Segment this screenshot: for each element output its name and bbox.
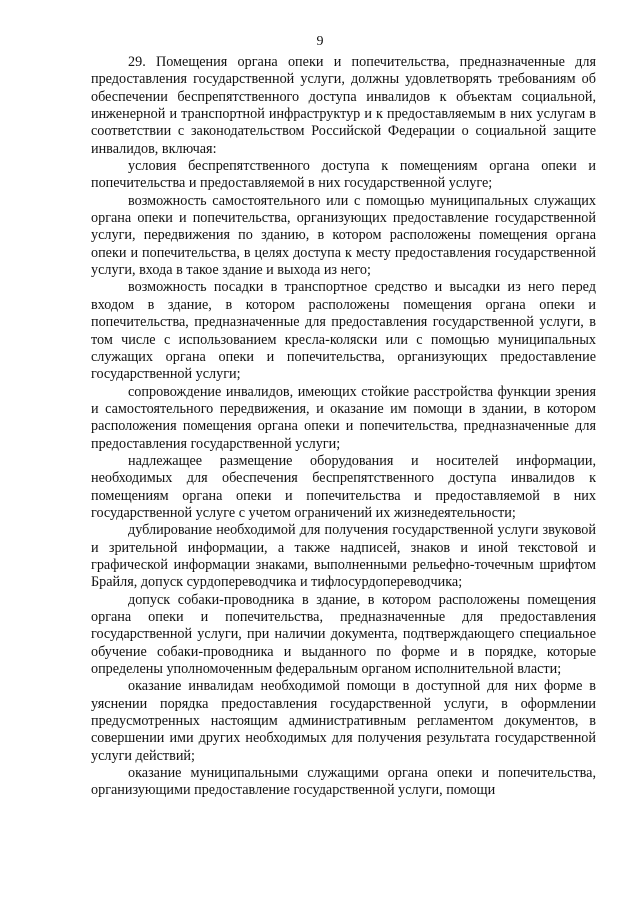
document-body	[91, 54, 596, 800]
paragraph-braille-duplication: дублирование необходимой для получения государственной услуги звуковой и зрительной информации, а также надписей, знаков и иной текстовой и графической информации знаками, выполненными рельефно-точечным шрифтом Брайля, допуск сурдопереводчика и тифлосурдопереводчика;	[91, 522, 596, 591]
paragraph-equipment-placement: надлежащее размещение оборудования и носителей информации, необходимых для обеспечения беспрепятственного доступа инвалидов к помещениям органа опеки и попечительства и предоставляемой в них государственной услуге с учетом ограничений их жизнедеятельности;	[91, 452, 596, 521]
paragraph-item-29: 29. Помещения органа опеки и попечительства, предназначенные для предоставления государственной услуги, должны удовлетворять требованиям об обеспечении беспрепятственного доступа инвалидов к объектам социальной, инженерной и транспортной инфраструктур и к предоставляемым в них услугам в соответствии с законодательством Российской Федерации о социальной защите инвалидов, включая:	[91, 54, 596, 157]
paragraph-vehicle-boarding: возможность посадки в транспортное средство и высадки из него перед входом в здание, в котором расположены помещения органа опеки и попечительства, предназначенные для предоставления государственной услуги, в том числе с использованием кресла-коляски или с помощью муниципальных служащих органа опеки и попечительства, организующих предоставление государственной услуги;	[91, 279, 596, 383]
paragraph-assistance: оказание инвалидам необходимой помощи в доступной для них форме в уяснении порядка предоставления государственной услуги, в оформлении предусмотренных настоящим административным регламентом документов, в совершении ими других необходимых для получения результата государственной услуги действий;	[91, 678, 596, 764]
paragraph-independent-movement: возможность самостоятельного или с помощью муниципальных служащих органа опеки и попечительства, организующих предоставление государственной услуги, передвижения по зданию, в котором расположены помещения органа опеки и попечительства, в целях доступа к месту предоставления государственной услуги, входа в такое здание и выхода из него;	[91, 192, 596, 279]
page-number: 9	[316, 34, 324, 49]
paragraph-guide-dog: допуск собаки-проводника в здание, в котором расположены помещения органа опеки и попечительства, предназначенные для предоставления государственной услуги, при наличии документа, подтверждающего специальное обучение собаки-проводника и выданного по форме и в порядке, которые определены уполномоченным федеральным органом исполнительной власти;	[91, 591, 596, 678]
paragraph-escort: сопровождение инвалидов, имеющих стойкие расстройства функции зрения и самостоятельного передвижения, и оказание им помощи в здании, в котором расположения помещения органа опеки и попечительства, предназначенные для предоставления государственной услуги;	[91, 383, 596, 452]
paragraph-staff-assistance: оказание муниципальными служащими органа опеки и попечительства, организующими предоставление государственной услуги, помощи	[91, 765, 596, 799]
paragraph-access-conditions: условия беспрепятственного доступа к помещениям органа опеки и попечительства и предоставляемой в них государственной услуге;	[91, 158, 596, 192]
